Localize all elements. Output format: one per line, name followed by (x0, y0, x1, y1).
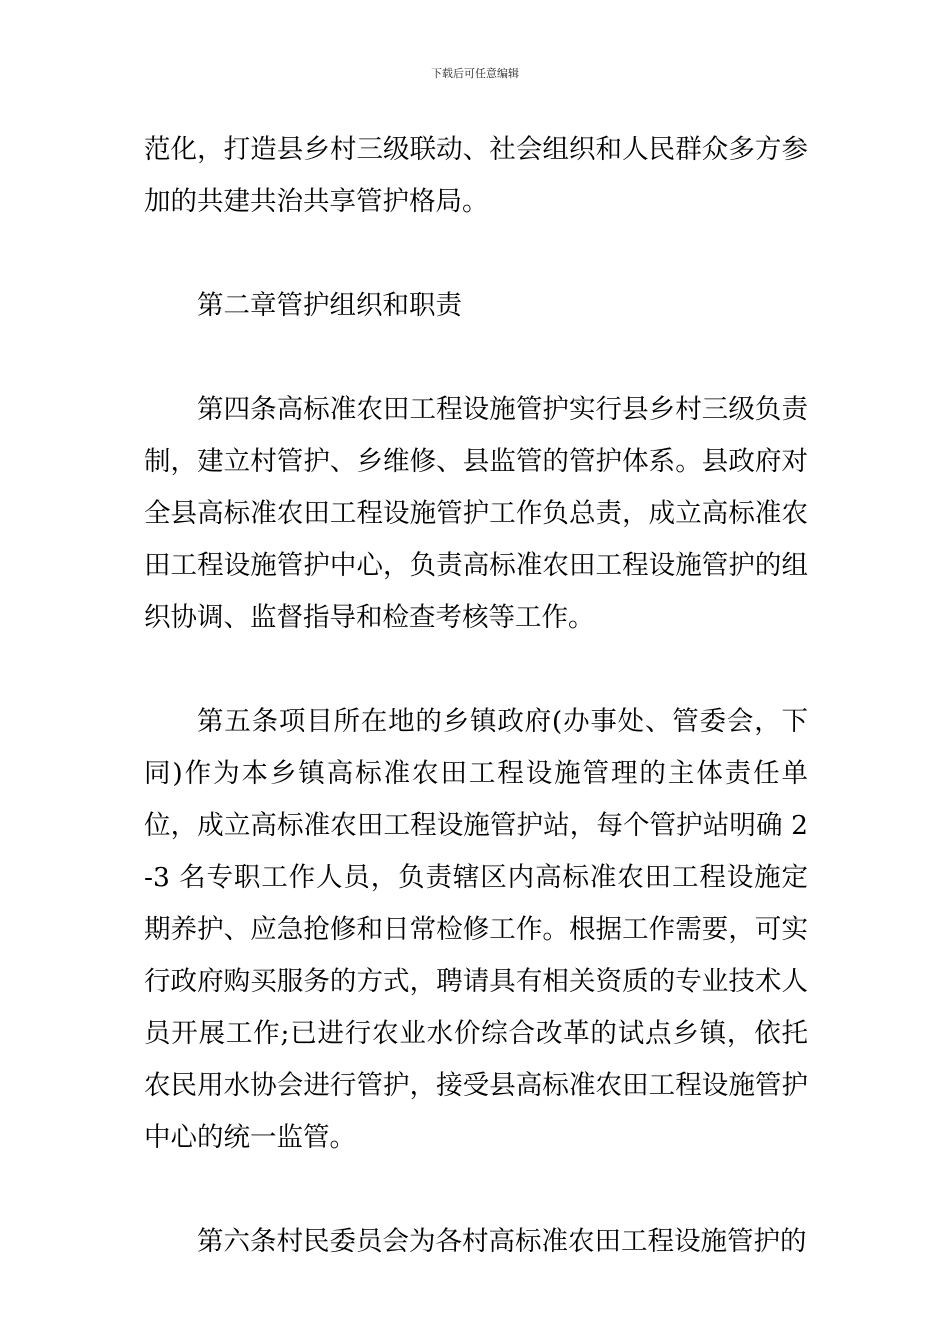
article-5-paragraph: 第五条项目所在地的乡镇政府(办事处、管委会，下同)作为本乡镇高标准农田工程设施管理的主体责任单位，成立高标准农田工程设施管护站，每个管护站明确 2-3 名专职工作人员，负责辖区内高标准农田工程设施定期养护、应急抢修和日常检修工作。根据工作需要，可实行政府购买服务的方式，聘请具有相关资质的专业技术人员开展工作;已进行农业水价综合改革的试点乡镇，依托农民用水协会进行管护，接受县高标准农田工程设施管护中心的统一监管。 (144, 706, 808, 1153)
paragraph-spacer (144, 1164, 808, 1216)
article-6-paragraph: 第六条村民委员会为各村高标准农田工程设施管护的 (197, 1226, 807, 1257)
article-4-paragraph: 第四条高标准农田工程设施管护实行县乡村三级负责制，建立村管护、乡维修、县监管的管护体系。县政府对全县高标准农田工程设施管护工作负总责，成立高标准农田工程设施管护中心，负责高标准农田工程设施管护的组织协调、监督指导和检查考核等工作。 (144, 394, 808, 633)
chapter-heading: 第二章管护组织和职责 (197, 290, 462, 321)
page-header: 下载后可任意编辑 (431, 67, 519, 80)
paragraph-spacer (144, 228, 808, 280)
paragraph-continuation: 范化，打造县乡村三级联动、社会组织和人民群众多方参加的共建共治共享管护格局。 (144, 134, 808, 217)
paragraph-spacer (144, 332, 808, 384)
paragraph-spacer (144, 644, 808, 696)
document-body (144, 124, 808, 1268)
